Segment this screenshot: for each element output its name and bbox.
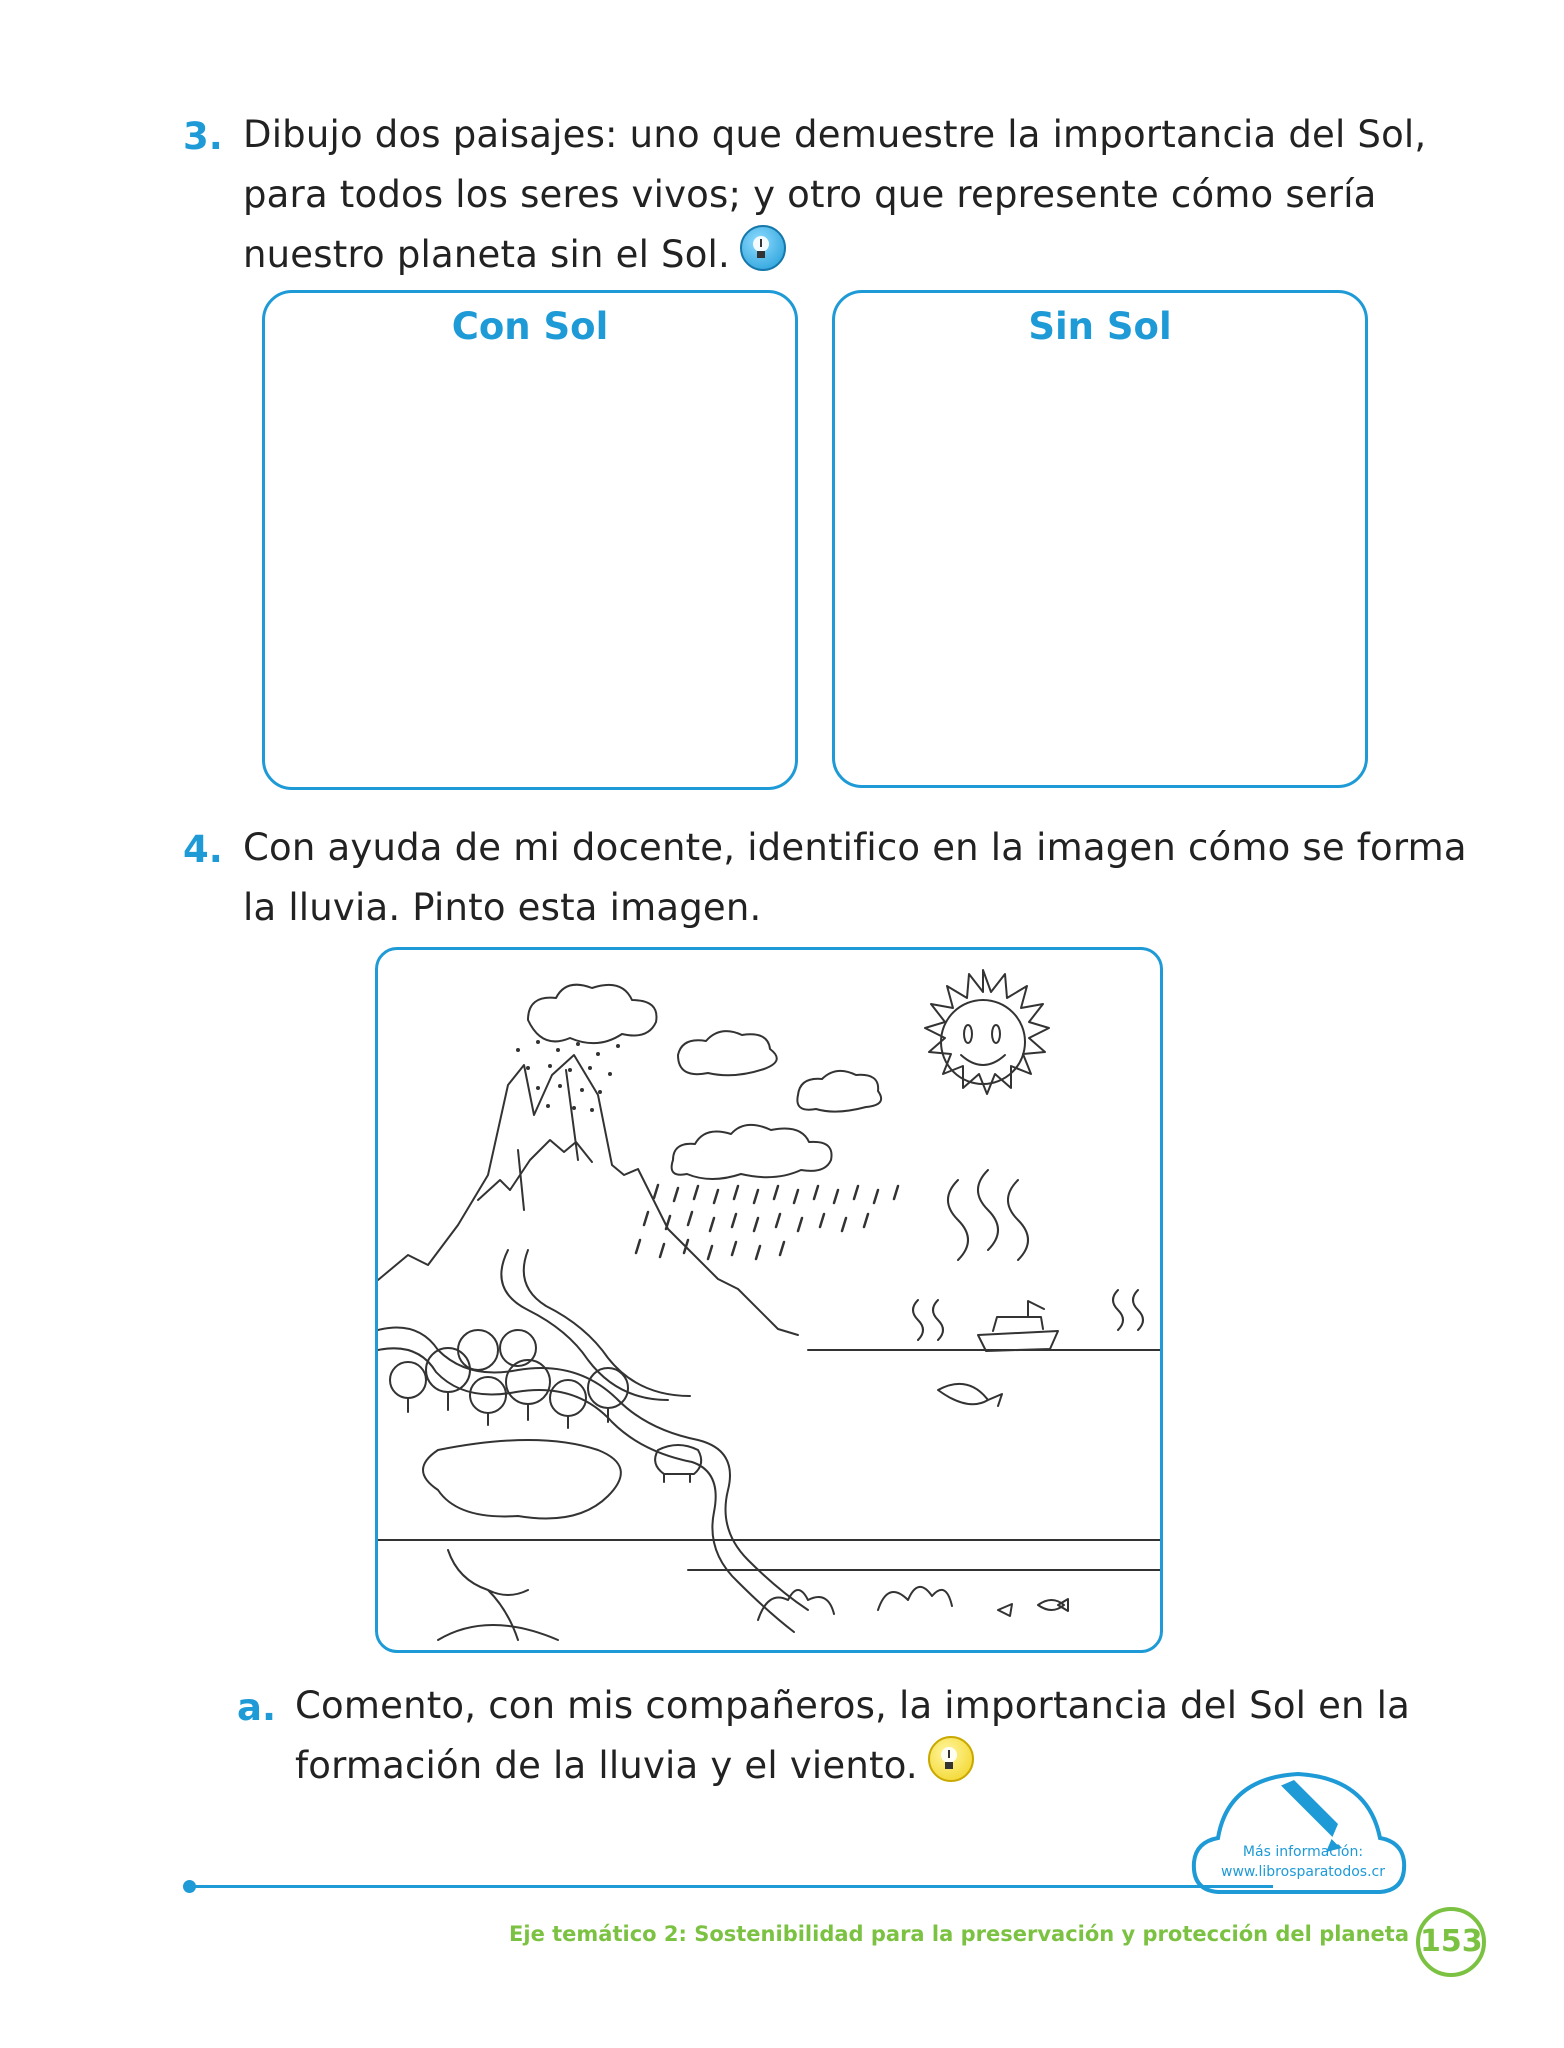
sun-drawing <box>925 970 1049 1094</box>
footer-theme-text: Eje temático 2: Sostenibilidad para la preservación y protección del planeta <box>509 1922 1409 1946</box>
question-text-line: para todos los seres vivos; y otro que represente cómo sería <box>243 173 1377 216</box>
footer-divider <box>188 1885 1273 1888</box>
page-number: 153 <box>1416 1907 1486 1977</box>
question-text-line: Dibujo dos paisajes: uno que demuestre la importancia del Sol, <box>243 113 1427 156</box>
drawing-box-without-sun[interactable] <box>832 290 1368 788</box>
question-number: 4. <box>183 828 223 871</box>
more-info-link[interactable]: www.librosparatodos.cr <box>1221 1864 1385 1880</box>
lightbulb-icon <box>740 225 786 271</box>
question-text-line <box>243 225 786 285</box>
drawing-box-with-sun[interactable] <box>262 290 798 790</box>
water-cycle-illustration <box>375 947 1163 1653</box>
box-title: Con Sol <box>451 305 609 348</box>
question-text-line <box>295 1736 974 1796</box>
more-info-cloud[interactable] <box>1188 1768 1418 1898</box>
more-info-label: Más información: <box>1242 1844 1364 1860</box>
lightbulb-icon <box>928 1736 974 1782</box>
question-text-line: la lluvia. Pinto esta imagen. <box>243 886 762 929</box>
question-text-line: Comento, con mis compañeros, la importancia del Sol en la <box>295 1684 1411 1727</box>
question-text-segment: formación de la lluvia y el viento. <box>295 1744 918 1787</box>
box-title: Sin Sol <box>1028 305 1172 348</box>
question-letter: a. <box>237 1686 277 1729</box>
question-text-line: Con ayuda de mi docente, identifico en la imagen cómo se forma <box>243 826 1467 869</box>
question-number: 3. <box>183 115 223 158</box>
question-text-segment: nuestro planeta sin el Sol. <box>243 233 730 276</box>
